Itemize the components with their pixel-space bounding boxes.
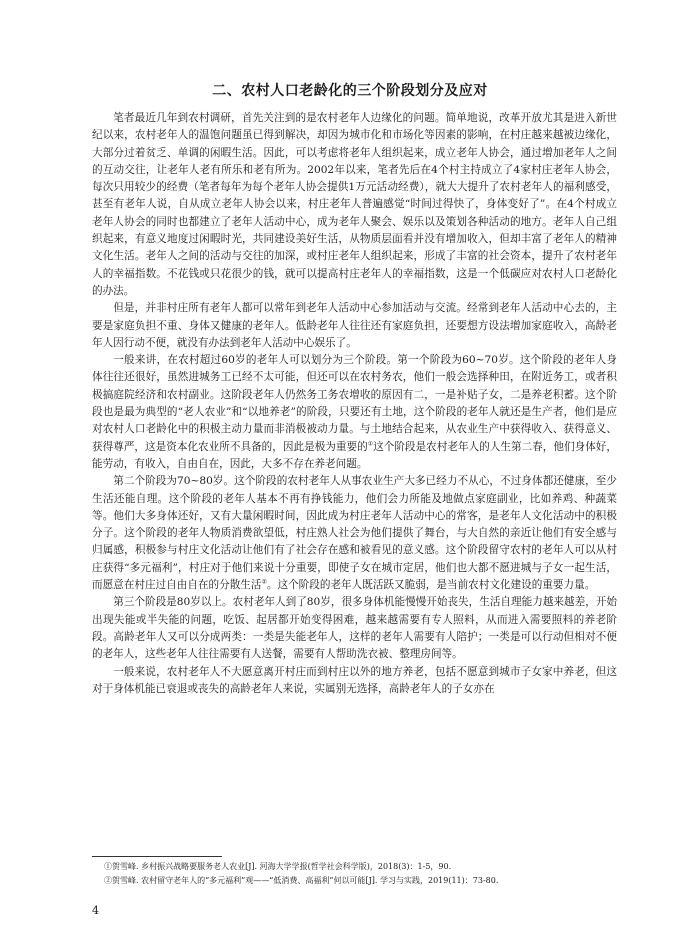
paragraph-3-text-a: 一般来讲，在农村超过60岁的老年人可以划分为三个阶段。第一个阶段为60~70岁。这个阶段的老年人身体往往还很好，虽然进城务工已经不太可能，但还可以在农村务农，他们一般会选择种田，在附近务工，或者积极搞庭院经济和农村副业。这阶段老年人仍然务工务农增收的原因有二，一是补贴子女，二是养老积蓄。这个阶段也是最为典型的“老人农业”和“以地养老”的阶段，只要还有土地，这个阶段的老年人就还是生产者，他们是应对农村人口老龄化中的积极主动力量而非消极被动力量。与土地结合起来，从农业生产中获得收入、获得意义、获得尊严，这是资本化农业所不具备的，因此是极为重要的	[92, 354, 617, 453]
footnote-divider	[92, 856, 222, 857]
footnote-ref-1[interactable]: ①	[367, 440, 374, 448]
paragraph-4-text-a: 第二个阶段为70~80岁。这个阶段的农村老年人从事农业生产大多已经力不从心，不过身体都还健康，至少生活还能自理。这个阶段的老年人基本不再有挣钱能力，他们会力所能及地做点家庭副业，比如养鸡、种蔬菜等。他们大多身体还好，又有大量闲暇时间，因此成为村庄老年人活动中心的常客，是老年人文化活动中的积极分子。这个阶段的老年人物质消费欲望低，村庄熟人社会为他们提供了舞台，与大自然的亲近让他们有安全感与归属感，积极参与村庄文化活动让他们有了社会存在感和被看见的意义感。这个阶段留守农村的老年人可以从村庄获得“多元福利”，村庄对于他们来说十分重要，即使子女在城市定居，他们也大都不愿进城与子女一起生活，而愿意在村庄过自由自在的分散生活	[92, 475, 617, 592]
footnote-ref-2[interactable]: ②	[261, 578, 267, 586]
footnotes	[104, 860, 624, 888]
paragraph-4-text-b: 。这个阶段的老年人既活跃又脆弱，是当前农村文化建设的重要力量。	[266, 579, 596, 592]
paragraph-5: 第三个阶段是80岁以上。农村老年人到了80岁，很多身体机能慢慢开始丧失，生活自理能力越来越差，开始出现失能或半失能的问题，吃饭、起居都开始变得困难，越来越需要有专人照料，从而进入需要照料的养老阶段。高龄老年人又可以分成两类：一类是失能老年人，这样的老年人需要有人陪护；一类是可以行动但相对不便的老年人，这些老年人往往需要有人送餐，需要有人帮助洗衣被、整理房间等。	[92, 596, 617, 661]
section-heading: 二、农村人口老龄化的三个阶段划分及应对	[212, 83, 488, 99]
paragraph-3	[92, 352, 617, 473]
footnote-2: ②贺雪峰. 农村留守老年人的“多元福利”观——“低消费、高福利”何以可能[J]. 学习与实践，2019(11)：73-80.	[104, 876, 499, 885]
paragraph-6: 一般来说，农村老年人不大愿意离开村庄而到村庄以外的地方养老，包括不愿意到城市子女家中养老，但这对于身体机能已衰退或丧失的高龄老年人来说，实属别无选择，高龄老年人的子女亦在	[92, 665, 617, 695]
paragraph-4	[92, 473, 617, 594]
paragraph-2: 但是，并非村庄所有老年人都可以常年到老年人活动中心参加活动与交流。经常到老年人活动中心去的，主要是家庭负担不重、身体又健康的老年人。低龄老年人往往还有家庭负担，还要想方设法增加家庭收入，高龄老年人因行动不便，就没有办法到老年人活动中心娱乐了。	[92, 302, 617, 349]
paragraph-1: 笔者最近几年到农村调研，首先关注到的是农村老年人边缘化的问题。简单地说，改革开放尤其是进入新世纪以来，农村老年人的温饱问题虽已得到解决，却因为城市化和市场化等因素的影响，在村庄越来越被边缘化，大部分过着贫乏、单调的闲暇生活。因此，可以考虑将老年人组织起来，成立老年人协会，通过增加老年人之间的互动交往，让老年人老有所乐和老有所为。2002年以来，笔者先后在4个村主持成立了4家村庄老年人协会，每次只用较少的经费（笔者每年为每个老年人协会提供1万元活动经费），就大大提升了农村老年人的福利感受，甚至有老年人说，自从成立老年人协会以来，村庄老年人普遍感觉“时间过得快了，身体变好了”。在4个村成立老年人协会的同时也都建立了老年人活动中心，成为老年人聚会、娱乐以及策划各种活动的地方。老年人自己组织起来，有意义地度过闲暇时光，共同建设美好生活，从物质层面看并没有增加收入，但却丰富了老年人的精神文化生活。老年人之间的活动与交往的加深，或村庄老年人组织起来，形成了丰富的社会资本，提升了农村老年人的幸福指数。不花钱或只花很少的钱，就可以提高村庄老年人的幸福指数，这是一个低碳应对农村人口老龄化的办法。	[92, 112, 617, 297]
body-text	[92, 110, 617, 698]
page-number: 4	[92, 904, 99, 917]
paragraph-3-text-b: 这个阶段是农村老年人的人生第二春，他们身体好，能劳动，有收入，自由自在，因此，大多不存在养老问题。	[92, 440, 617, 470]
footnote-1: ①贺雪峰. 乡村振兴战略要服务老人农业[J]. 河海大学学报(哲学社会科学版)，2018(3)：1-5，90.	[104, 862, 452, 871]
